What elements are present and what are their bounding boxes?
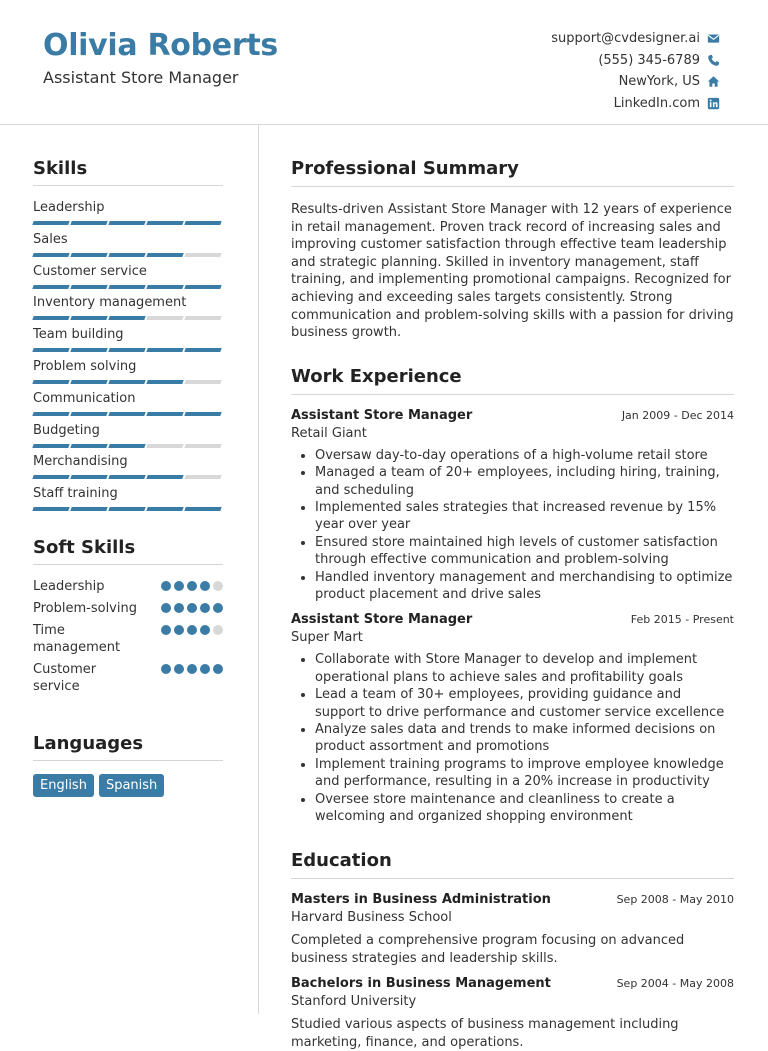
skill-item: [33, 200, 223, 232]
job-bullet: • Implemented sales strategies that increased revenue by 15% year over year: [315, 499, 734, 534]
education-degree: Masters in Business Administration: [291, 892, 551, 908]
rating-dot: [187, 603, 197, 613]
skill-level-segment: [32, 253, 69, 257]
contact-linkedin-text: LinkedIn.com: [613, 95, 700, 111]
rating-dot: [187, 664, 197, 674]
summary-text: Results-driven Assistant Store Manager with 12 years of experience in retail management. Proven track record of increasing sales and improving customer satisfaction through effective team leadership and strategic planning. Skilled in inventory management, staff training, and implementing promotional campaigns. Recognized for achieving and exceeding sales targets consistently. Strong communication and problem-solving skills with a passion for driving business growth.: [291, 202, 734, 341]
rating-dot: [200, 581, 210, 591]
rating-dot: [187, 625, 197, 635]
skill-level-segment: [108, 316, 145, 320]
skill-level-segment: [146, 412, 183, 416]
job-company: Super Mart: [291, 630, 363, 646]
work-experience-heading: Work Experience: [291, 366, 734, 395]
skill-item: [33, 391, 223, 423]
contact-location-text: NewYork, US: [618, 74, 700, 90]
skill-level-segment: [146, 444, 183, 448]
education-school: Harvard Business School: [291, 910, 452, 926]
summary-heading: Professional Summary: [291, 158, 734, 187]
skill-level-segment: [184, 285, 221, 289]
job-bullet: • Handled inventory management and merchandising to optimize product placement and drive sales: [315, 569, 734, 604]
education-header: [291, 892, 734, 907]
rating-dot: [213, 603, 223, 613]
skill-level-segment: [32, 316, 69, 320]
language-badge: English: [33, 774, 94, 797]
education-header: [291, 976, 734, 991]
job-bullet: • Implement training programs to improve employee knowledge and performance, resulting in a 20% increase in productivity: [315, 756, 734, 791]
soft-skill-name: Leadership: [33, 578, 105, 594]
skill-level-segment: [146, 507, 183, 511]
job-bullets: [291, 447, 734, 604]
skill-name: Sales: [33, 231, 68, 247]
skill-level-segment: [32, 285, 69, 289]
rating-dot: [213, 581, 223, 591]
skill-level-bar: [33, 253, 223, 257]
skill-level-segment: [108, 253, 145, 257]
skill-level-segment: [70, 285, 107, 289]
job-role: Assistant Store Manager: [291, 407, 473, 423]
rating-dot: [161, 625, 171, 635]
skill-level-segment: [184, 221, 221, 225]
education-description: Completed a comprehensive program focusing on advanced business strategies and leadership skills.: [291, 933, 685, 966]
skill-level-segment: [32, 507, 69, 511]
languages-list: [33, 774, 223, 797]
soft-skill-item: [33, 622, 223, 656]
job-bullets: [291, 651, 734, 825]
skill-name: Merchandising: [33, 454, 128, 470]
skill-level-segment: [32, 412, 69, 416]
rating-dot: [161, 603, 171, 613]
education-heading: Education: [291, 850, 734, 879]
soft-skill-item: [33, 661, 223, 695]
contact-phone[interactable]: [551, 50, 720, 72]
job-bullet: • Ensured store maintained high levels of customer satisfaction through effective communication and problem-solving: [315, 534, 734, 569]
skill-level-segment: [146, 380, 183, 384]
education-entry: [291, 892, 734, 967]
contact-linkedin[interactable]: [551, 93, 720, 115]
skill-level-segment: [184, 444, 221, 448]
column-divider: [258, 125, 259, 1014]
languages-heading: Languages: [33, 733, 223, 761]
skill-name: Problem solving: [33, 358, 137, 374]
contact-location: [551, 71, 720, 93]
job-bullet: • Lead a team of 30+ employees, providing guidance and support to drive performance and customer service excellence: [315, 686, 734, 721]
skill-level-segment: [108, 412, 145, 416]
job-header: [291, 612, 734, 627]
education-entry: [291, 976, 734, 1051]
skill-level-segment: [70, 316, 107, 320]
rating-dot: [200, 603, 210, 613]
soft-skill-name: Problem-solving: [33, 600, 137, 616]
skill-level-segment: [146, 475, 183, 479]
skill-name: Customer service: [33, 263, 147, 279]
skill-level-bar: [33, 507, 223, 511]
left-column: [33, 125, 223, 797]
rating-dot: [200, 625, 210, 635]
rating-dot: [213, 625, 223, 635]
skill-item: [33, 486, 223, 518]
job-role: Assistant Store Manager: [291, 612, 473, 628]
skill-level-segment: [184, 412, 221, 416]
envelope-icon: [707, 32, 720, 45]
skill-level-segment: [70, 221, 107, 225]
skill-item: [33, 295, 223, 327]
soft-skill-rating: [161, 581, 223, 591]
skill-level-segment: [70, 507, 107, 511]
skill-level-bar: [33, 285, 223, 289]
skill-level-bar: [33, 412, 223, 416]
skill-level-segment: [32, 380, 69, 384]
rating-dot: [174, 625, 184, 635]
soft-skill-rating: [161, 603, 223, 613]
contact-list: [551, 28, 720, 114]
job-entry: [291, 612, 734, 825]
job-entry: [291, 408, 734, 604]
soft-skill-item: [33, 578, 223, 595]
job-bullet: • Managed a team of 20+ employees, including hiring, training, and scheduling: [315, 464, 734, 499]
skill-level-segment: [32, 444, 69, 448]
contact-phone-text: (555) 345-6789: [598, 52, 700, 68]
job-bullet: • Collaborate with Store Manager to develop and implement operational plans to achieve sales and profitability goals: [315, 651, 734, 686]
resume-header: [0, 0, 768, 125]
rating-dot: [161, 664, 171, 674]
skill-item: [33, 359, 223, 391]
skill-level-segment: [146, 316, 183, 320]
skill-name: Team building: [33, 327, 124, 343]
skill-level-segment: [184, 507, 221, 511]
education-dates: Sep 2004 - May 2008: [616, 977, 734, 991]
rating-dot: [213, 664, 223, 674]
skill-level-segment: [70, 253, 107, 257]
skill-level-bar: [33, 348, 223, 352]
right-column: [291, 125, 734, 1051]
rating-dot: [200, 664, 210, 674]
education-list: [291, 892, 734, 1051]
skill-level-segment: [108, 475, 145, 479]
skill-item: [33, 454, 223, 486]
contact-email-text: support@cvdesigner.ai: [551, 31, 700, 47]
jobs-list: [291, 408, 734, 826]
skill-level-segment: [32, 221, 69, 225]
skill-level-segment: [146, 221, 183, 225]
skill-level-segment: [146, 253, 183, 257]
skill-level-segment: [146, 348, 183, 352]
rating-dot: [174, 664, 184, 674]
skill-level-bar: [33, 221, 223, 225]
skill-item: [33, 232, 223, 264]
skill-level-segment: [70, 348, 107, 352]
skill-level-segment: [70, 444, 107, 448]
candidate-title: Assistant Store Manager: [43, 68, 239, 87]
linkedin-icon: [707, 97, 720, 110]
skill-level-segment: [70, 380, 107, 384]
education-school: Stanford University: [291, 994, 417, 1010]
skill-level-segment: [184, 348, 221, 352]
education-description: Studied various aspects of business management including marketing, finance, and operations.: [291, 1017, 679, 1050]
job-dates: Feb 2015 - Present: [630, 613, 734, 627]
skill-level-bar: [33, 316, 223, 320]
soft-skill-rating: [161, 625, 223, 635]
job-bullet: • Oversaw day-to-day operations of a high-volume retail store: [315, 447, 734, 464]
contact-email[interactable]: [551, 28, 720, 50]
skill-name: Communication: [33, 390, 136, 406]
skill-name: Staff training: [33, 486, 118, 502]
skills-heading: Skills: [33, 158, 223, 186]
skill-level-segment: [108, 285, 145, 289]
job-company: Retail Giant: [291, 425, 367, 441]
skill-level-segment: [108, 380, 145, 384]
rating-dot: [174, 603, 184, 613]
skill-name: Leadership: [33, 200, 105, 215]
skill-level-segment: [108, 444, 145, 448]
skill-level-segment: [184, 380, 221, 384]
skill-level-segment: [108, 507, 145, 511]
education-degree: Bachelors in Business Management: [291, 976, 551, 992]
skills-list: [33, 200, 223, 518]
skill-level-segment: [108, 221, 145, 225]
skill-level-segment: [184, 316, 221, 320]
rating-dot: [174, 581, 184, 591]
skill-level-segment: [184, 253, 221, 257]
skill-item: [33, 327, 223, 359]
soft-skill-item: [33, 600, 223, 617]
job-bullet: • Analyze sales data and trends to make informed decisions on product assortment and promotions: [315, 721, 734, 756]
phone-icon: [707, 54, 720, 67]
skill-level-bar: [33, 444, 223, 448]
rating-dot: [187, 581, 197, 591]
language-badge: Spanish: [99, 774, 164, 797]
skill-level-segment: [70, 412, 107, 416]
skill-name: Inventory management: [33, 295, 187, 311]
skill-level-segment: [184, 475, 221, 479]
skill-item: [33, 423, 223, 455]
skill-level-segment: [70, 475, 107, 479]
rating-dot: [161, 581, 171, 591]
skill-level-segment: [32, 348, 69, 352]
soft-skill-rating: [161, 664, 223, 674]
soft-skill-name: Time management: [33, 622, 121, 655]
job-header: [291, 408, 734, 423]
skill-item: [33, 264, 223, 296]
skill-level-segment: [108, 348, 145, 352]
job-dates: Jan 2009 - Dec 2014: [621, 408, 734, 422]
soft-skills-heading: Soft Skills: [33, 537, 223, 565]
skill-name: Budgeting: [33, 422, 100, 438]
soft-skills-list: [33, 578, 223, 695]
candidate-name: Olivia Roberts: [43, 28, 278, 63]
soft-skill-name: Customer service: [33, 661, 97, 694]
skill-level-bar: [33, 475, 223, 479]
skill-level-bar: [33, 380, 223, 384]
home-icon: [707, 75, 720, 88]
skill-level-segment: [32, 475, 69, 479]
skill-level-segment: [146, 285, 183, 289]
job-bullet: • Oversee store maintenance and cleanliness to create a welcoming and organized shopping environment: [315, 791, 734, 826]
education-dates: Sep 2008 - May 2010: [616, 893, 734, 907]
